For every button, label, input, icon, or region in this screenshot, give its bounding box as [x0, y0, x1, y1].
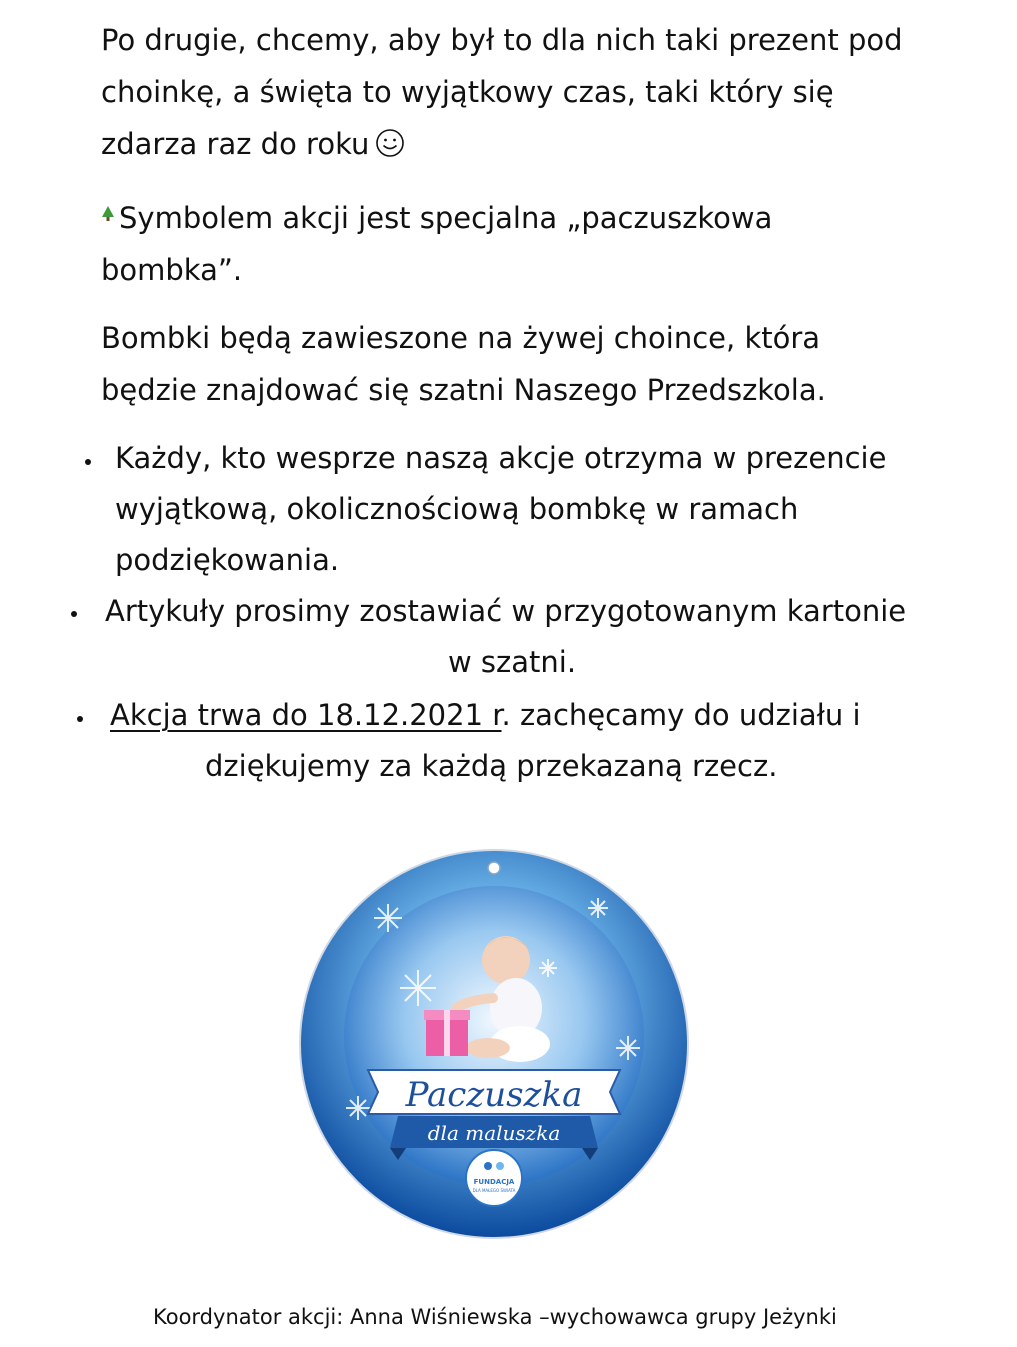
coordinator-footer: Koordynator akcji: Anna Wiśniewska –wychowawca grupy Jeżynki: [153, 1305, 837, 1329]
paragraph-gift: [101, 14, 961, 170]
bullet-dot: [85, 459, 91, 465]
paragraph-baubles: [101, 312, 961, 416]
ornament-subtitle: dla maluszka: [427, 1121, 561, 1145]
text-line: choinkę, a święta to wyjątkowy czas, taki który się: [101, 75, 834, 109]
bauble-illustration: [298, 848, 690, 1240]
foundation-logo: [466, 1150, 522, 1206]
text-line: Po drugie, chcemy, aby był to dla nich taki prezent pod: [101, 23, 903, 57]
smiley-icon: [375, 128, 405, 158]
bullet-dot: [71, 611, 77, 617]
text-line: Bombki będą zawieszone na żywej choince, która: [101, 321, 821, 355]
text-line: Symbolem akcji jest specjalna „paczuszkowa: [101, 192, 961, 244]
bullet-text: Akcja trwa do 18.12.2021 r. zachęcamy do udziału i: [110, 698, 861, 732]
bullet-text: podziękowania.: [115, 543, 340, 577]
text-line: bombka”.: [101, 253, 243, 287]
bullet-text: Każdy, kto wesprze naszą akcje otrzyma w prezencie: [115, 441, 887, 475]
deadline-underlined: Akcja trwa do 18.12.2021 r: [110, 698, 502, 732]
bullet-dot: [77, 716, 83, 722]
bullet-text: w szatni.: [448, 645, 577, 679]
text-line: zdarza raz do roku: [101, 118, 961, 170]
bullet-text: Artykuły prosimy zostawiać w przygotowanym kartonie: [105, 594, 907, 628]
bullet-text: dziękujemy za każdą przekazaną rzecz.: [205, 749, 778, 783]
paragraph-symbol: [101, 192, 961, 296]
ornament-title: Paczuszka: [405, 1075, 583, 1115]
gift-box-icon: [424, 1010, 470, 1056]
logo-subtext: DLA MAŁEGO ŚWIATA: [472, 1188, 516, 1193]
bullet-text: wyjątkową, okolicznościową bombkę w ramach: [115, 492, 799, 526]
christmas-tree-icon: [101, 206, 115, 222]
text-line: będzie znajdować się szatni Naszego Przedszkola.: [101, 373, 826, 407]
logo-text: FUNDACJA: [473, 1178, 515, 1186]
